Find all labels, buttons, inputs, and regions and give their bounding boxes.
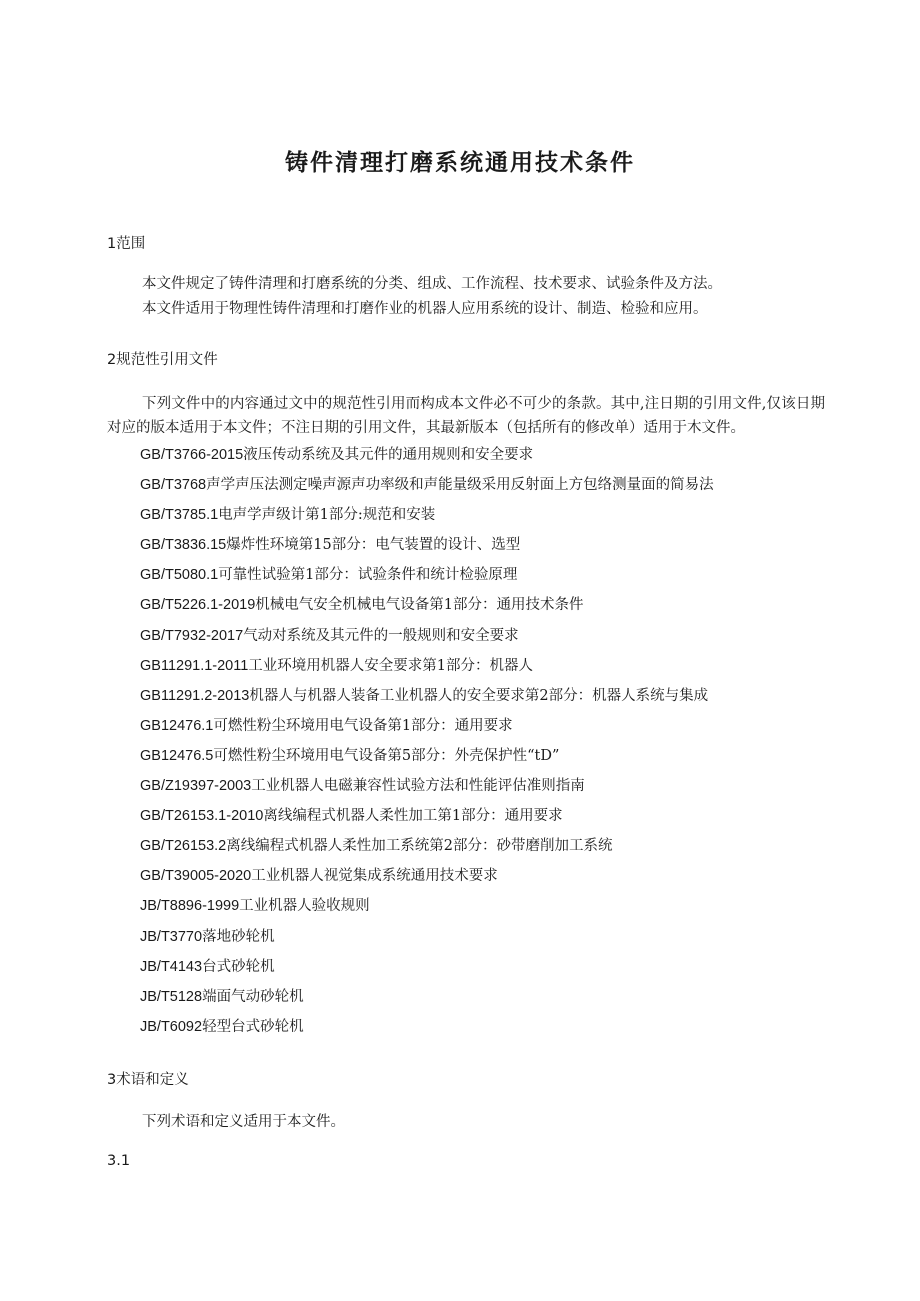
reference-code: GB/T3836.15 xyxy=(140,537,227,554)
reference-title: 落地砂轮机 xyxy=(202,928,275,945)
reference-item xyxy=(140,502,714,532)
reference-item xyxy=(140,683,714,713)
reference-code: GB/T5226.1-2019 xyxy=(140,597,256,614)
reference-item xyxy=(140,653,714,683)
reference-title: 气动对系统及其元件的一般规则和安全要求 xyxy=(243,627,519,644)
reference-title: 电声学声级计第1部分:规范和安装 xyxy=(218,507,436,524)
reference-code: GB/Z19397-2003 xyxy=(140,778,252,795)
reference-title: 液压传动系统及其元件的通用规则和安全要求 xyxy=(243,447,534,463)
reference-list xyxy=(140,442,714,1044)
section-2-intro: 下列文件中的内容通过文中的规范性引用而构成本文件必不可少的条款。其中,注日期的引用文件,仅该日期对应的版本适用于本文件；不注日期的引用文件，其最新版本（包括所有的修改单）适用于木文件。 xyxy=(107,396,825,436)
reference-title: 端面气动砂轮机 xyxy=(202,988,304,1005)
reference-code: GB/T3766-2015 xyxy=(140,447,244,463)
reference-item xyxy=(140,743,714,773)
reference-code: JB/T4143 xyxy=(140,958,203,975)
reference-code: GB/T26153.1-2010 xyxy=(140,808,264,825)
reference-code: GB/T5080.1 xyxy=(140,567,219,584)
reference-title: 工业机器人视觉集成系统通用技术要求 xyxy=(251,868,498,885)
reference-item xyxy=(140,893,714,923)
reference-code: GB/T3768 xyxy=(140,477,207,494)
reference-code: GB12476.1 xyxy=(140,717,214,734)
reference-item xyxy=(140,1014,714,1044)
reference-title: 机械电气安全机械电气设备第1部分：通用技术条件 xyxy=(255,597,584,614)
reference-code: JB/T6092 xyxy=(140,1018,203,1035)
reference-title: 可燃性粉尘环境用电气设备第1部分：通用要求 xyxy=(213,717,513,734)
reference-item xyxy=(140,532,714,562)
reference-title: 机器人与机器人装备工业机器人的安全要求第2部分：机器人系统与集成 xyxy=(249,687,709,704)
section-1-heading: 1范围 xyxy=(107,236,146,252)
reference-title: 轻型台式砂轮机 xyxy=(202,1018,304,1035)
reference-code: JB/T8896-1999 xyxy=(140,898,240,915)
reference-item xyxy=(140,803,714,833)
reference-code: GB/T7932-2017 xyxy=(140,627,244,644)
reference-item xyxy=(140,442,714,472)
reference-item xyxy=(140,984,714,1014)
section-1-paragraph: 本文件适用于物理性铸件清理和打磨作业的机器人应用系统的设计、制造、检验和应用。 xyxy=(142,301,708,317)
reference-item xyxy=(140,592,714,622)
reference-code: GB/T39005-2020 xyxy=(140,868,252,885)
reference-item xyxy=(140,924,714,954)
reference-item xyxy=(140,472,714,502)
reference-item xyxy=(140,623,714,653)
reference-item xyxy=(140,954,714,984)
document-title: 铸件清理打磨系统通用技术条件 xyxy=(285,150,635,176)
reference-item xyxy=(140,833,714,863)
reference-code: JB/T3770 xyxy=(140,928,203,945)
reference-code: GB12476.5 xyxy=(140,747,214,764)
section-1-paragraph: 本文件规定了铸件清理和打磨系统的分类、组成、工作流程、技术要求、试验条件及方法。 xyxy=(142,276,722,292)
reference-title: 可靠性试验第1部分：试验条件和统计检验原理 xyxy=(218,567,518,584)
reference-item xyxy=(140,562,714,592)
reference-code: JB/T5128 xyxy=(140,988,203,1005)
reference-title: 工业环境用机器人安全要求第1部分：机器人 xyxy=(248,657,534,674)
section-2-heading: 2规范性引用文件 xyxy=(107,352,218,368)
reference-code: GB/T26153.2 xyxy=(140,838,227,855)
reference-title: 离线编程式机器人柔性加工第1部分：通用要求 xyxy=(263,808,563,825)
subsection-3-1-number: 3.1 xyxy=(107,1153,131,1169)
reference-title: 台式砂轮机 xyxy=(202,958,275,975)
reference-code: GB11291.1-2011 xyxy=(140,657,249,674)
reference-title: 爆炸性环境第15部分：电气装置的设计、选型 xyxy=(226,537,521,554)
reference-item xyxy=(140,863,714,893)
reference-title: 工业机器人验收规则 xyxy=(239,898,370,915)
section-3-intro: 下列术语和定义适用于本文件。 xyxy=(142,1114,345,1130)
reference-item xyxy=(140,773,714,803)
reference-code: GB11291.2-2013 xyxy=(140,687,250,704)
reference-title: 可燃性粉尘环境用电气设备第5部分：外壳保护性“tD” xyxy=(213,747,560,764)
reference-title: 离线编程式机器人柔性加工系统第2部分：砂带磨削加工系统 xyxy=(226,838,613,855)
section-3-heading: 3术语和定义 xyxy=(107,1072,189,1088)
reference-item xyxy=(140,713,714,743)
reference-title: 声学声压法测定噪声源声功率级和声能量级采用反射面上方包络测量面的简易法 xyxy=(206,477,714,494)
reference-title: 工业机器人电磁兼容性试验方法和性能评估准则指南 xyxy=(251,778,585,795)
reference-code: GB/T3785.1 xyxy=(140,507,219,524)
